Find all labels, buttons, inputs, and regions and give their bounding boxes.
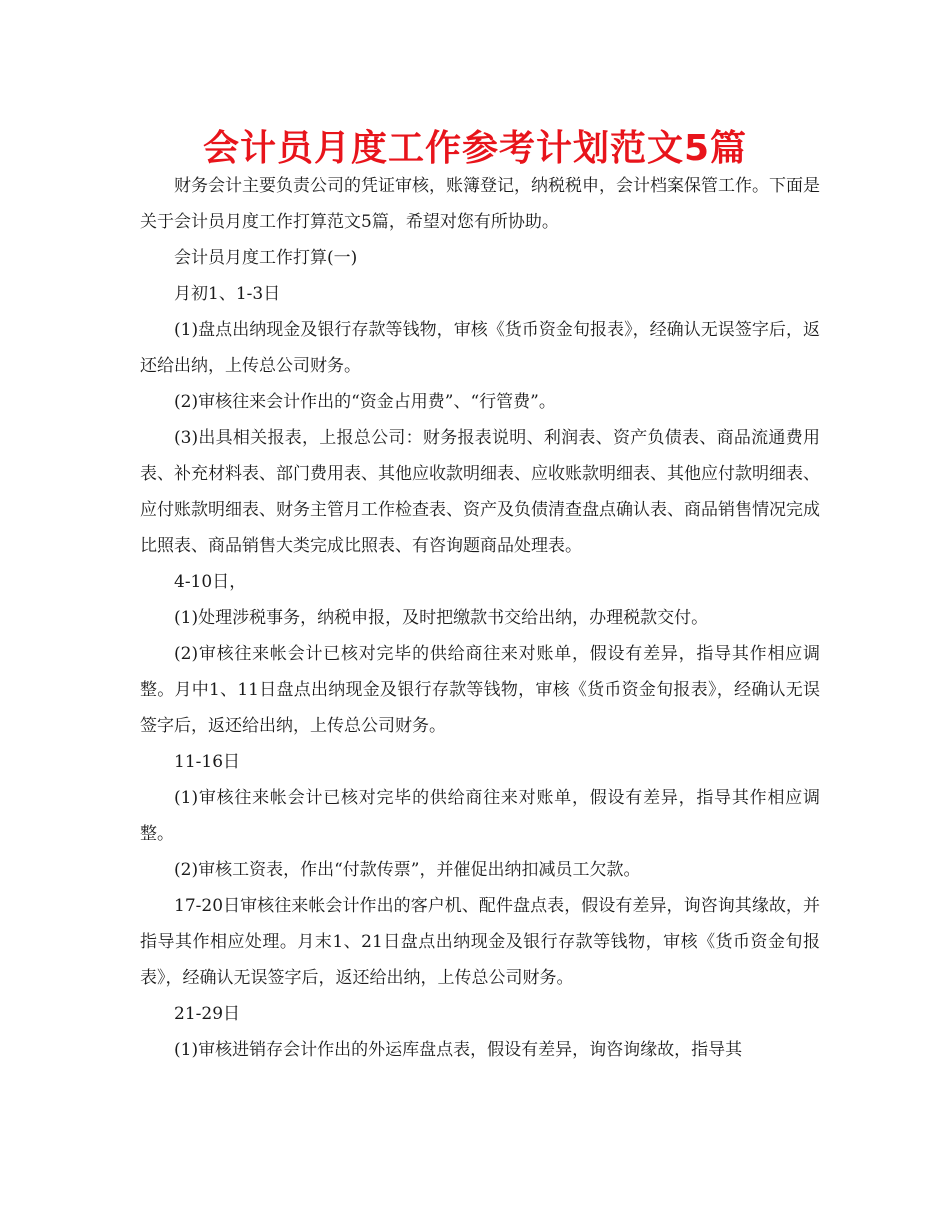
paragraph-warehouse: (1)审核进销存会计作出的外运库盘点表，假设有差异，询咨询缘故，指导其 <box>174 1040 743 1060</box>
date-heading-4-10: 4-10日， <box>174 572 247 592</box>
section-heading-plan-1: 会计员月度工作打算(一) <box>174 248 358 268</box>
paragraph-item-1: (1)盘点出纳现金及银行存款等钱物，审核《货币资金旬报表》，经确认无误签字后，返还给出纳，上传总公司财务。 <box>140 320 820 376</box>
paragraph-payroll: (2)审核工资表，作出“付款传票”，并催促出纳扣减员工欠款。 <box>174 860 641 880</box>
paragraph-supplier-check: (1)审核往来帐会计已核对完毕的供给商往来对账单，假设有差异，指导其作相应调整。 <box>140 788 820 844</box>
paragraph-item-2: (2)审核往来会计作出的“资金占用费”、“行管费”。 <box>174 392 556 412</box>
document-body <box>140 168 820 1068</box>
date-heading-11-16: 11-16日 <box>174 752 241 772</box>
date-heading-21-29: 21-29日 <box>174 1004 241 1024</box>
paragraph-item-3: (3)出具相关报表，上报总公司：财务报表说明、利润表、资产负债表、商品流通费用表、补充材料表、部门费用表、其他应收款明细表、应收账款明细表、其他应付款明细表、应付账款明细表、财务主管月工作检查表、资产及负债清查盘点确认表、商品销售情况完成比照表、商品销售大类完成比照表、有咨询题商品处理表。 <box>140 428 820 556</box>
paragraph-17-20: 17-20日审核往来帐会计作出的客户机、配件盘点表，假设有差异，询咨询其缘故，并指导其作相应处理。月末1、21日盘点出纳现金及银行存款等钱物，审核《货币资金旬报表》，经确认无误签字后，返还给出纳，上传总公司财务。 <box>140 896 820 988</box>
paragraph-supplier-item: (2)审核往来帐会计已核对完毕的供给商往来对账单，假设有差异，指导其作相应调整。月中1、11日盘点出纳现金及银行存款等钱物，审核《货币资金旬报表》，经确认无误签字后，返还给出纳，上传总公司财务。 <box>140 644 820 736</box>
intro-paragraph: 财务会计主要负责公司的凭证审核，账簿登记，纳税税申，会计档案保管工作。下面是关于会计员月度工作打算范文5篇，希望对您有所协助。 <box>140 176 820 232</box>
date-heading-month-start: 月初1、1-3日 <box>174 284 281 304</box>
paragraph-tax-item: (1)处理涉税事务，纳税申报，及时把缴款书交给出纳，办理税款交付。 <box>174 608 709 628</box>
document-title: 会计员月度工作参考计划范文5篇 <box>202 128 748 169</box>
